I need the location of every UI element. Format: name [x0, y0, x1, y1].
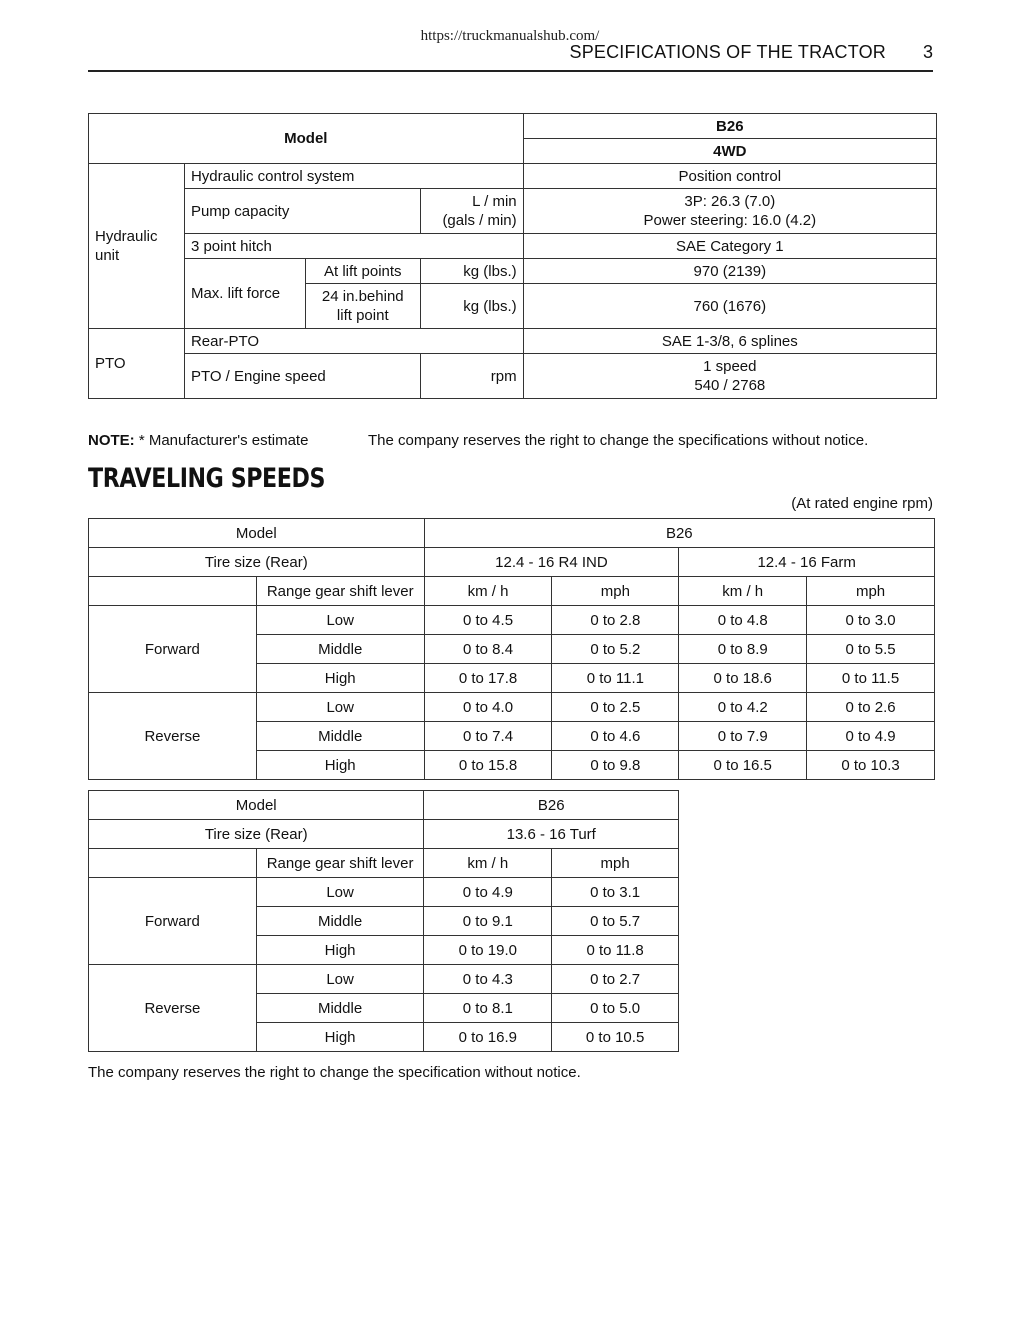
unit-kmh: km / h	[679, 577, 807, 606]
table-row	[89, 965, 679, 994]
model-value: B26	[523, 114, 936, 139]
note-label: NOTE:	[88, 432, 135, 449]
speed-cell: 0 to 2.8	[552, 606, 679, 635]
tire-size-farm: 12.4 - 16 Farm	[679, 548, 935, 577]
at-lift-points-label: At lift points	[305, 259, 420, 284]
behind-lift-point-value: 760 (1676)	[523, 284, 936, 329]
forward-label: Forward	[89, 878, 257, 965]
pto-speed-line-1: 1 speed	[703, 358, 757, 375]
model-label: Model	[89, 791, 424, 820]
speed-cell: 0 to 10.3	[807, 751, 935, 780]
speed-cell: 0 to 16.5	[679, 751, 807, 780]
gear-middle: Middle	[256, 994, 424, 1023]
rear-pto-value: SAE 1-3/8, 6 splines	[523, 329, 936, 354]
unit-kmh: km / h	[424, 849, 552, 878]
gear-low: Low	[256, 965, 424, 994]
pump-value-line-1: 3P: 26.3 (7.0)	[684, 193, 776, 210]
range-gear-label: Range gear shift lever	[256, 849, 424, 878]
traveling-speeds-table-2	[88, 790, 679, 1052]
speed-cell: 0 to 3.0	[807, 606, 935, 635]
note-disclaimer: The company reserves the right to change the specifications without notice.	[368, 432, 869, 449]
speed-cell: 0 to 4.9	[424, 878, 552, 907]
gear-middle: Middle	[256, 635, 424, 664]
model-header: Model	[89, 114, 524, 164]
speed-cell: 0 to 16.9	[424, 1023, 552, 1052]
model-value: B26	[424, 519, 934, 548]
behind-lift-point-unit: kg (lbs.)	[420, 284, 523, 329]
table-row	[89, 693, 935, 722]
tire-size-label: Tire size (Rear)	[89, 548, 425, 577]
speed-cell: 0 to 18.6	[679, 664, 807, 693]
behind-lift-line-1: 24 in.behind	[321, 288, 404, 305]
behind-lift-point-label	[305, 284, 420, 329]
gear-high: High	[256, 664, 424, 693]
pump-capacity-value	[523, 189, 936, 234]
forward-label: Forward	[89, 606, 257, 693]
range-gear-label: Range gear shift lever	[256, 577, 424, 606]
reverse-label: Reverse	[89, 693, 257, 780]
speed-cell: 0 to 2.7	[552, 965, 679, 994]
table-row	[89, 606, 935, 635]
drive-value: 4WD	[523, 139, 936, 164]
pump-capacity-unit	[420, 189, 523, 234]
rear-pto-label: Rear-PTO	[184, 329, 523, 354]
speed-cell: 0 to 10.5	[552, 1023, 679, 1052]
pump-capacity-label: Pump capacity	[184, 189, 420, 234]
pto-engine-speed-label: PTO / Engine speed	[184, 354, 420, 399]
gear-low: Low	[256, 606, 424, 635]
rated-rpm-note: (At rated engine rpm)	[791, 495, 933, 512]
speed-cell: 0 to 4.8	[679, 606, 807, 635]
pto-engine-speed-unit: rpm	[420, 354, 523, 399]
gear-low: Low	[256, 878, 424, 907]
gear-high: High	[256, 936, 424, 965]
reverse-label: Reverse	[89, 965, 257, 1052]
three-point-hitch-label: 3 point hitch	[184, 234, 523, 259]
page-header	[88, 42, 933, 72]
at-lift-points-value: 970 (2139)	[523, 259, 936, 284]
speed-cell: 0 to 11.8	[552, 936, 679, 965]
speed-cell: 0 to 5.5	[807, 635, 935, 664]
speed-cell: 0 to 8.9	[679, 635, 807, 664]
speed-cell: 0 to 19.0	[424, 936, 552, 965]
pto-speed-line-2: 540 / 2768	[694, 377, 766, 394]
speed-cell: 0 to 9.1	[424, 907, 552, 936]
hydraulic-control-value: Position control	[523, 164, 936, 189]
pto-label: PTO	[89, 329, 185, 399]
max-lift-force-label: Max. lift force	[184, 259, 305, 329]
pump-unit-line-2: (gals / min)	[442, 212, 517, 229]
unit-mph: mph	[552, 849, 679, 878]
table-row	[89, 878, 679, 907]
speed-cell: 0 to 4.0	[424, 693, 552, 722]
model-value: B26	[424, 791, 679, 820]
gear-middle: Middle	[256, 722, 424, 751]
speed-cell: 0 to 3.1	[552, 878, 679, 907]
unit-kmh: km / h	[424, 577, 552, 606]
speed-cell: 0 to 11.1	[552, 664, 679, 693]
model-label: Model	[89, 519, 425, 548]
speed-cell: 0 to 4.9	[807, 722, 935, 751]
pump-unit-line-1: L / min	[472, 193, 517, 210]
speed-cell: 0 to 4.2	[679, 693, 807, 722]
speed-cell: 0 to 4.6	[552, 722, 679, 751]
empty-cell	[89, 849, 257, 878]
note-text: * Manufacturer's estimate	[134, 432, 309, 449]
header-title: SPECIFICATIONS OF THE TRACTOR	[569, 42, 886, 62]
tire-size-r4-ind: 12.4 - 16 R4 IND	[424, 548, 679, 577]
note-line	[88, 432, 937, 449]
section-title: TRAVELING SPEEDS	[88, 463, 325, 494]
at-lift-points-unit: kg (lbs.)	[420, 259, 523, 284]
speed-cell: 0 to 11.5	[807, 664, 935, 693]
speed-cell: 0 to 7.9	[679, 722, 807, 751]
gear-middle: Middle	[256, 907, 424, 936]
speed-cell: 0 to 17.8	[424, 664, 552, 693]
speed-cell: 0 to 2.6	[807, 693, 935, 722]
speed-cell: 0 to 8.4	[424, 635, 552, 664]
speed-cell: 0 to 5.2	[552, 635, 679, 664]
speed-cell: 0 to 7.4	[424, 722, 552, 751]
speed-cell: 0 to 15.8	[424, 751, 552, 780]
speed-cell: 0 to 5.7	[552, 907, 679, 936]
page-number: 3	[922, 42, 933, 62]
footer-note: The company reserves the right to change the specification without notice.	[88, 1064, 581, 1081]
speed-cell: 0 to 5.0	[552, 994, 679, 1023]
pto-engine-speed-value	[523, 354, 936, 399]
tire-size-turf: 13.6 - 16 Turf	[424, 820, 679, 849]
empty-cell	[89, 577, 257, 606]
hydraulic-control-label: Hydraulic control system	[184, 164, 523, 189]
gear-high: High	[256, 751, 424, 780]
gear-low: Low	[256, 693, 424, 722]
hydraulic-unit-label: Hydraulic unit	[89, 164, 185, 329]
behind-lift-line-2: lift point	[336, 307, 389, 324]
speed-cell: 0 to 2.5	[552, 693, 679, 722]
specifications-table	[88, 113, 937, 399]
unit-mph: mph	[807, 577, 935, 606]
traveling-speeds-table-1	[88, 518, 935, 780]
source-url: https://truckmanualshub.com/	[420, 28, 600, 44]
three-point-hitch-value: SAE Category 1	[523, 234, 936, 259]
unit-mph: mph	[552, 577, 679, 606]
pump-value-line-2: Power steering: 16.0 (4.2)	[643, 212, 817, 229]
gear-high: High	[256, 1023, 424, 1052]
speed-cell: 0 to 8.1	[424, 994, 552, 1023]
speed-cell: 0 to 4.3	[424, 965, 552, 994]
speed-cell: 0 to 9.8	[552, 751, 679, 780]
speed-cell: 0 to 4.5	[424, 606, 552, 635]
tire-size-label: Tire size (Rear)	[89, 820, 424, 849]
